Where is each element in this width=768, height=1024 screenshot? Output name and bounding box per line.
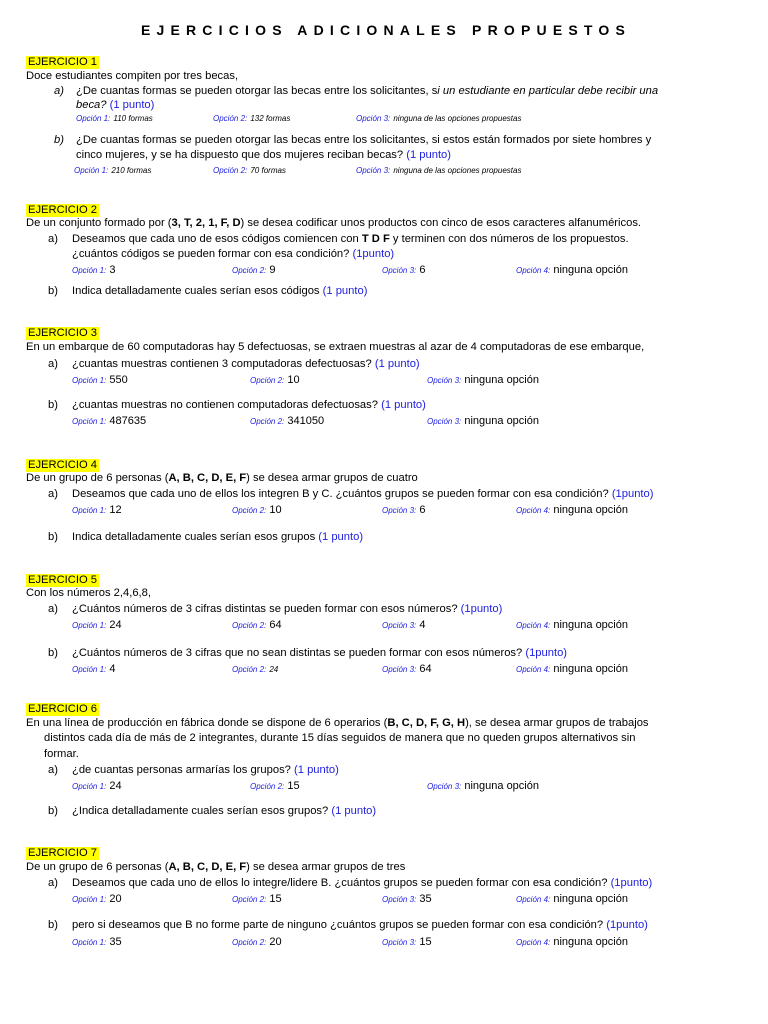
item-marker: b) xyxy=(48,399,58,411)
exercise-label: EJERCICIO 7 xyxy=(28,847,98,859)
option-1: Opción 1: 24 xyxy=(72,619,122,631)
option-3: Opción 3: 4 xyxy=(382,619,426,631)
item-marker: a) xyxy=(48,488,58,500)
question-text: Deseamos que cada uno de esos códigos comiencen con T D F y terminen con dos números de los propuestos. xyxy=(72,233,629,245)
item-marker: a) xyxy=(48,603,58,615)
exercise-5 xyxy=(26,574,746,675)
item-marker: a) xyxy=(48,764,58,776)
exercise-intro: distintos cada día de más de 2 integrantes, durante 15 días seguidos de manera que no queden grupos alternativos sin xyxy=(44,732,636,744)
question-text: Indica detalladamente cuales serían esos grupos (1 punto) xyxy=(72,531,364,543)
option-3: Opción 3: ninguna de las opciones propuestas xyxy=(356,114,522,123)
exercise-label: EJERCICIO 3 xyxy=(28,327,98,339)
option-1: Opción 1: 210 formas xyxy=(74,166,152,175)
option-2: Opción 2: 15 xyxy=(232,893,282,905)
exercise-intro: Con los números 2,4,6,8, xyxy=(26,587,151,599)
option-2: Opción 2: 20 xyxy=(232,936,282,948)
question-text: ¿De cuantas formas se pueden otorgar las becas entre los solicitantes, si estos están formados por siete hombres y xyxy=(76,134,652,146)
exercise-label: EJERCICIO 5 xyxy=(28,574,98,586)
options-row xyxy=(72,619,742,632)
exercise-label: EJERCICIO 1 xyxy=(28,56,98,68)
option-2: Opción 2: 10 xyxy=(232,504,282,516)
option-2: Opción 2: 341050 xyxy=(250,415,325,427)
points-label: (1 punto) xyxy=(294,764,339,776)
option-3: Opción 3: 15 xyxy=(382,936,432,948)
option-1: Opción 1: 24 xyxy=(72,780,122,792)
options-row xyxy=(72,415,742,428)
points-label: (1 punto) xyxy=(374,358,420,370)
option-3: Opción 3: 6 xyxy=(382,264,426,276)
points-label: (1punto) xyxy=(611,488,654,500)
exercise-3 xyxy=(26,327,746,427)
question-text: ¿cuantas muestras contienen 3 computadoras defectuosas? (1 punto) xyxy=(72,358,420,370)
question-text: Indica detalladamente cuales serían esos códigos (1 punto) xyxy=(72,285,368,297)
points-label: (1punto) xyxy=(610,877,653,889)
points-label: (1 punto) xyxy=(331,805,377,817)
option-4: Opción 4: ninguna opción xyxy=(516,504,628,516)
item-marker: b) xyxy=(48,285,58,297)
option-1: Opción 1: 110 formas xyxy=(76,114,153,123)
option-1: Opción 1: 12 xyxy=(72,504,122,516)
question-text: pero si deseamos que B no forme parte de ninguno ¿cuántos grupos se pueden formar con esa condición? (1punto) xyxy=(72,919,648,931)
item-marker: b) xyxy=(48,805,58,817)
question-text: Deseamos que cada uno de ellos los integren B y C. ¿cuántos grupos se pueden formar con esa condición? (1punto) xyxy=(72,488,654,500)
option-2: Opción 2: 24 xyxy=(232,665,279,674)
points-label: (1punto) xyxy=(606,919,648,931)
exercise-7 xyxy=(26,847,746,948)
item-marker: a) xyxy=(48,358,58,370)
options-row xyxy=(74,164,744,177)
exercise-label: EJERCICIO 6 xyxy=(28,703,98,715)
option-3: Opción 3: ninguna opción xyxy=(427,415,539,427)
options-row xyxy=(72,936,742,949)
options-row xyxy=(76,112,746,125)
points-label: (1punto) xyxy=(525,647,568,659)
question-text: ¿Cuántos números de 3 cifras distintas se pueden formar con esos números? (1punto) xyxy=(72,603,503,615)
points-label: (1 punto) xyxy=(322,285,368,297)
exercise-label: EJERCICIO 2 xyxy=(28,204,98,216)
option-3: Opción 3: 35 xyxy=(382,893,432,905)
question-text: ¿cuántos códigos se pueden formar con esa condición? (1punto) xyxy=(72,248,395,260)
options-row xyxy=(72,374,742,387)
question-text: ¿de cuantas personas armarías los grupos? (1 punto) xyxy=(72,764,339,776)
options-row xyxy=(72,780,742,793)
exercise-1 xyxy=(26,56,746,175)
exercise-intro: De un grupo de 6 personas (A, B, C, D, E, F) se desea armar grupos de tres xyxy=(26,861,406,873)
item-marker: b) xyxy=(48,919,58,931)
question-text: beca? (1 punto) xyxy=(76,99,155,111)
question-text: cinco mujeres, y se ha dispuesto que dos mujeres reciban becas? (1 punto) xyxy=(76,149,451,161)
option-3: Opción 3: 6 xyxy=(382,504,426,516)
points-label: (1 punto) xyxy=(109,99,155,111)
option-1: Opción 1: 550 xyxy=(72,374,128,386)
option-3: Opción 3: ninguna de las opciones propuestas xyxy=(356,166,522,175)
question-text: ¿Indica detalladamente cuales serían esos grupos? (1 punto) xyxy=(72,805,377,817)
option-1: Opción 1: 20 xyxy=(72,893,122,905)
option-2: Opción 2: 10 xyxy=(250,374,300,386)
points-label: (1 punto) xyxy=(381,399,426,411)
question-text: ¿De cuantas formas se pueden otorgar las becas entre los solicitantes, si un estudiante en particular debe recibir una xyxy=(76,85,659,97)
exercise-intro: formar. xyxy=(44,748,79,760)
option-1: Opción 1: 4 xyxy=(72,663,116,675)
exercise-intro: En una línea de producción en fábrica donde se dispone de 6 operarios (B, C, D, F, G, H), se desea armar grupos de trabajos xyxy=(26,717,649,729)
exercise-2 xyxy=(26,204,746,297)
options-row xyxy=(72,504,742,517)
exercise-intro: De un conjunto formado por (3, T, 2, 1, F, D) se desea codificar unos productos con cinco de esos caracteres alfanuméricos. xyxy=(26,217,642,229)
question-text: ¿Cuántos números de 3 cifras que no sean distintas se pueden formar con esos números? (1punto) xyxy=(72,647,568,659)
option-2: Opción 2: 70 formas xyxy=(213,166,286,175)
points-label: (1 punto) xyxy=(318,531,364,543)
option-2: Opción 2: 132 formas xyxy=(213,114,291,123)
option-4: Opción 4: ninguna opción xyxy=(516,619,628,631)
item-marker: b) xyxy=(54,134,64,146)
option-1: Opción 1: 487635 xyxy=(72,415,147,427)
option-3: Opción 3: ninguna opción xyxy=(427,374,539,386)
item-marker: a) xyxy=(54,85,64,97)
points-label: (1punto) xyxy=(460,603,503,615)
options-row xyxy=(72,893,742,906)
option-3: Opción 3: ninguna opción xyxy=(427,780,539,792)
option-2: Opción 2: 9 xyxy=(232,264,276,276)
option-3: Opción 3: 64 xyxy=(382,663,432,675)
item-marker: b) xyxy=(48,647,58,659)
points-label: (1 punto) xyxy=(406,149,451,161)
document-title: EJERCICIOS ADICIONALES PROPUESTOS xyxy=(140,22,632,38)
points-label: (1punto) xyxy=(352,248,395,260)
option-1: Opción 1: 3 xyxy=(72,264,116,276)
item-marker: b) xyxy=(48,531,58,543)
option-2: Opción 2: 64 xyxy=(232,619,282,631)
question-text: ¿cuantas muestras no contienen computadoras defectuosas? (1 punto) xyxy=(72,399,426,411)
exercise-label: EJERCICIO 4 xyxy=(28,459,98,471)
option-2: Opción 2: 15 xyxy=(250,780,300,792)
exercise-intro: En un embarque de 60 computadoras hay 5 defectuosas, se extraen muestras al azar de 4 computadoras de ese embarque, xyxy=(26,341,645,353)
exercise-6 xyxy=(26,703,746,817)
option-4: Opción 4: ninguna opción xyxy=(516,663,628,675)
question-text: Deseamos que cada uno de ellos lo integre/lidere B. ¿cuántos grupos se pueden formar con esa condición? (1punto) xyxy=(72,877,653,889)
item-marker: a) xyxy=(48,877,58,889)
option-4: Opción 4: ninguna opción xyxy=(516,936,628,948)
options-row xyxy=(72,264,742,277)
exercise-4 xyxy=(26,459,746,543)
exercise-intro: De un grupo de 6 personas (A, B, C, D, E, F) se desea armar grupos de cuatro xyxy=(26,472,418,484)
option-4: Opción 4: ninguna opción xyxy=(516,893,628,905)
options-row xyxy=(72,663,742,676)
item-marker: a) xyxy=(48,233,58,245)
option-4: Opción 4: ninguna opción xyxy=(516,264,628,276)
exercise-intro: Doce estudiantes compiten por tres becas, xyxy=(26,70,239,82)
option-1: Opción 1: 35 xyxy=(72,936,122,948)
